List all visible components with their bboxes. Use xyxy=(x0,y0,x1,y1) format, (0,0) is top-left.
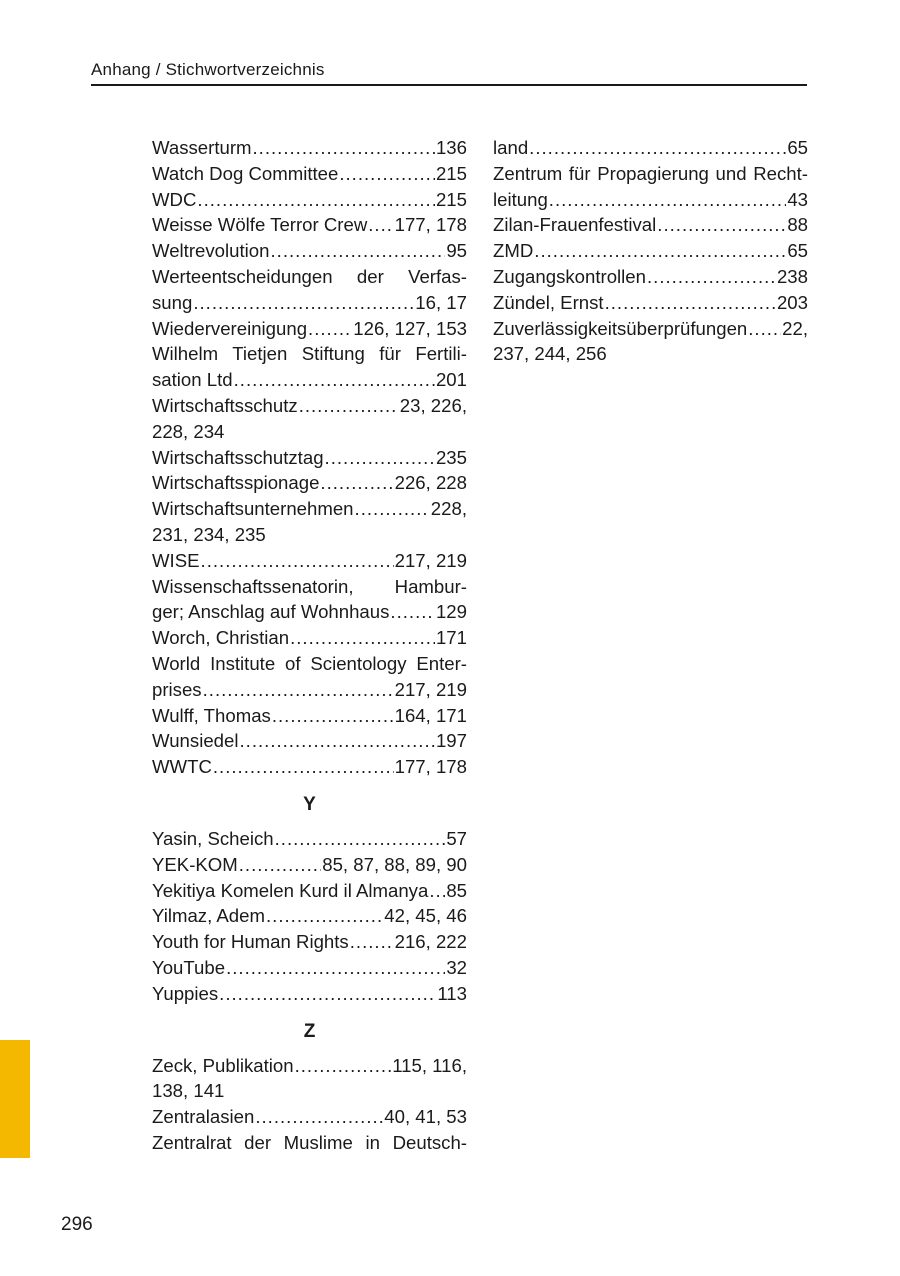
page-references: 215 xyxy=(435,188,467,210)
page-references: 22, xyxy=(782,317,808,339)
index-entry xyxy=(152,852,467,878)
page-references-continued: 237, 244, 256 xyxy=(493,343,607,365)
page-references: 217, 219 xyxy=(394,549,467,571)
dot-leader xyxy=(534,238,786,264)
index-term: Wirtschaftsspionage xyxy=(152,472,320,494)
index-entry xyxy=(152,703,467,729)
index-entry xyxy=(152,393,467,445)
dot-leader xyxy=(368,212,393,238)
dot-leader xyxy=(657,212,786,238)
index-entry-line xyxy=(152,238,467,264)
dot-leader xyxy=(255,1104,383,1130)
page-references: 43 xyxy=(787,188,808,210)
index-term: ZMD xyxy=(493,240,534,262)
index-entry-line xyxy=(493,212,808,238)
dot-leader xyxy=(219,981,436,1007)
page-number: 296 xyxy=(61,1214,93,1235)
index-entry-line xyxy=(152,852,467,878)
index-entry-line xyxy=(152,599,467,625)
index-term: Zilan-Frauenfestival xyxy=(493,214,657,236)
index-term: Weltrevolution xyxy=(152,240,270,262)
index-term-line: World Institute of Scientology Enter- xyxy=(152,652,467,674)
dot-leader xyxy=(201,548,394,574)
index-block-z xyxy=(152,1053,467,1156)
index-term-line: Werteentscheidungen der Verfas- xyxy=(152,265,467,287)
page-references: 32 xyxy=(446,956,467,978)
index-entry-line xyxy=(152,1104,467,1130)
index-term: Wunsiedel xyxy=(152,730,239,752)
index-entry-line xyxy=(493,187,808,213)
page-references: 171 xyxy=(435,627,467,649)
index-term: ger; Anschlag auf Wohnhaus xyxy=(152,601,390,623)
page-references: 177, 178 xyxy=(394,214,467,236)
index-entry xyxy=(493,290,808,316)
index-term: Wasserturm xyxy=(152,137,252,158)
index-entry-line xyxy=(152,393,467,419)
dot-leader xyxy=(213,754,394,780)
page-references: 177, 178 xyxy=(394,756,467,778)
index-entry xyxy=(152,1104,467,1130)
header-rule xyxy=(91,84,807,86)
page-references: 42, 45, 46 xyxy=(384,905,467,927)
section-heading-y: Y xyxy=(303,793,316,815)
dot-leader xyxy=(270,238,445,264)
index-block-y xyxy=(152,826,467,1007)
page-references: 216, 222 xyxy=(394,931,467,953)
index-entry xyxy=(152,496,467,548)
page-references: 164, 171 xyxy=(394,704,467,726)
index-term: land xyxy=(493,137,529,158)
dot-leader xyxy=(193,290,414,316)
index-term: Zeck, Publikation xyxy=(152,1054,294,1076)
index-entry-line xyxy=(152,316,467,342)
index-entry-line xyxy=(152,625,467,651)
dot-leader xyxy=(339,161,435,187)
index-term: Zündel, Ernst xyxy=(493,291,604,313)
dot-leader xyxy=(234,367,435,393)
index-entry xyxy=(152,955,467,981)
index-entry-line xyxy=(152,981,467,1007)
index-entry-line xyxy=(152,728,467,754)
index-term: Youth for Human Rights xyxy=(152,931,349,953)
index-term-line: Wissenschaftssenatorin, Hambur- xyxy=(152,575,467,597)
dot-leader xyxy=(253,135,435,161)
dot-leader xyxy=(325,445,435,471)
index-entry xyxy=(493,161,808,213)
index-entry xyxy=(152,878,467,904)
index-entry-line xyxy=(152,754,467,780)
index-entry xyxy=(152,264,467,316)
index-term-line: Zentralrat der Muslime in Deutsch- xyxy=(152,1131,467,1153)
dot-leader xyxy=(295,1053,392,1079)
dot-leader xyxy=(429,878,445,904)
index-entry xyxy=(152,728,467,754)
index-entry-line xyxy=(152,677,467,703)
dot-leader xyxy=(350,929,394,955)
index-column-right xyxy=(493,135,808,367)
page-references: 85 xyxy=(446,879,467,901)
index-entry xyxy=(152,212,467,238)
page-references: 23, 226, xyxy=(399,394,467,416)
index-entry xyxy=(493,264,808,290)
index-entry xyxy=(152,187,467,213)
page-references: 201 xyxy=(435,369,467,391)
index-entry-line xyxy=(493,290,808,316)
index-term: Zentralasien xyxy=(152,1106,255,1128)
index-entry-line xyxy=(152,548,467,574)
index-entry xyxy=(152,981,467,1007)
dot-leader xyxy=(605,290,776,316)
dot-leader xyxy=(226,955,445,981)
page-references: 57 xyxy=(446,827,467,849)
index-entry-line xyxy=(493,316,808,342)
index-entry xyxy=(152,316,467,342)
index-entry xyxy=(152,754,467,780)
dot-leader xyxy=(272,703,394,729)
index-term: Zuverlässigkeitsüberprüfungen xyxy=(493,317,748,339)
page-references: 88 xyxy=(787,214,808,236)
index-term-line: Zentrum für Propagierung und Recht- xyxy=(493,162,808,184)
index-entry-line xyxy=(152,445,467,471)
page-references: 129 xyxy=(435,601,467,623)
dot-leader xyxy=(275,826,446,852)
index-term: Worch, Christian xyxy=(152,627,290,649)
index-term: Wulff, Thomas xyxy=(152,704,271,726)
index-entry-line xyxy=(152,187,467,213)
page-references: 126, 127, 153 xyxy=(353,317,467,339)
dot-leader xyxy=(647,264,776,290)
page-references: 40, 41, 53 xyxy=(384,1106,467,1128)
index-entry-line xyxy=(152,496,467,522)
index-term: Zugangskontrollen xyxy=(493,265,646,287)
index-entry xyxy=(493,316,808,368)
page-references: 235 xyxy=(435,446,467,468)
index-term: Yuppies xyxy=(152,982,219,1004)
index-entry-line xyxy=(152,1053,467,1079)
page-references: 228, xyxy=(430,498,467,520)
page-references: 197 xyxy=(435,730,467,752)
page-references: 113 xyxy=(437,982,467,1004)
index-entry-line xyxy=(152,703,467,729)
page-references: 217, 219 xyxy=(394,678,467,700)
index-entry-line xyxy=(493,238,808,264)
index-entry xyxy=(152,1053,467,1105)
index-entry-line xyxy=(152,955,467,981)
dot-leader xyxy=(390,599,435,625)
page-references: 65 xyxy=(787,240,808,262)
index-term: leitung xyxy=(493,188,548,210)
index-entry-line xyxy=(152,367,467,393)
page-references: 85, 87, 88, 89, 90 xyxy=(322,853,467,875)
page-references: 203 xyxy=(776,291,808,313)
index-column-left xyxy=(152,135,467,1156)
index-term: YEK-KOM xyxy=(152,853,238,875)
page-references: 226, 228 xyxy=(394,472,467,494)
dot-leader xyxy=(197,187,435,213)
dot-leader xyxy=(529,135,786,161)
dot-leader xyxy=(355,496,430,522)
index-entry-line xyxy=(152,826,467,852)
index-entry xyxy=(152,470,467,496)
page-references-continued: 138, 141 xyxy=(152,1080,225,1102)
dot-leader xyxy=(549,187,787,213)
index-entry xyxy=(152,625,467,651)
page-references-continued: 228, 234 xyxy=(152,420,225,442)
section-thumb-tab xyxy=(0,1040,30,1158)
page-references: 215 xyxy=(435,162,467,184)
index-entry-line xyxy=(493,264,808,290)
index-term: prises xyxy=(152,678,202,700)
index-entry-line xyxy=(152,903,467,929)
dot-leader xyxy=(308,316,352,342)
index-block-w xyxy=(152,135,467,780)
index-entry xyxy=(152,574,467,626)
dot-leader xyxy=(239,728,434,754)
index-entry-line xyxy=(152,161,467,187)
dot-leader xyxy=(320,470,393,496)
dot-leader xyxy=(203,677,394,703)
index-term: Watch Dog Committee xyxy=(152,162,339,184)
index-entry xyxy=(152,1130,467,1156)
index-entry xyxy=(152,651,467,703)
index-entry xyxy=(152,445,467,471)
index-entry-line xyxy=(152,135,467,161)
page-references: 95 xyxy=(446,240,467,262)
index-entry-line xyxy=(152,212,467,238)
index-block-z-continued xyxy=(493,135,808,367)
index-term: Weisse Wölfe Terror Crew xyxy=(152,214,368,236)
index-term: WDC xyxy=(152,188,197,210)
index-entry xyxy=(152,238,467,264)
page-references: 238 xyxy=(776,265,808,287)
index-term: WWTC xyxy=(152,756,212,778)
index-entry xyxy=(493,135,808,161)
index-term: WISE xyxy=(152,549,200,571)
index-entry-line xyxy=(152,929,467,955)
index-term: YouTube xyxy=(152,956,226,978)
index-entry-line xyxy=(493,135,808,161)
page-references: 115, 116, xyxy=(392,1054,467,1076)
index-term: Wirtschaftsschutz xyxy=(152,394,298,416)
dot-leader xyxy=(748,316,781,342)
page-references-continued: 231, 234, 235 xyxy=(152,523,266,545)
dot-leader xyxy=(239,852,321,878)
dot-leader xyxy=(290,625,435,651)
index-term: Yekitiya Komelen Kurd il Almanya xyxy=(152,879,429,901)
index-entry xyxy=(152,341,467,393)
index-term: sung xyxy=(152,291,193,313)
index-term: Yasin, Scheich xyxy=(152,827,274,849)
index-entry xyxy=(152,903,467,929)
index-term: Yilmaz, Adem xyxy=(152,905,265,927)
index-term: Wirtschaftsunternehmen xyxy=(152,498,354,520)
index-entry-line xyxy=(152,290,467,316)
page-references: 16, 17 xyxy=(415,291,467,313)
index-entry xyxy=(152,135,467,161)
index-entry xyxy=(152,929,467,955)
index-term: Wiedervereinigung xyxy=(152,317,308,339)
dot-leader xyxy=(299,393,399,419)
section-heading-z: Z xyxy=(303,1020,316,1042)
index-entry-line xyxy=(152,470,467,496)
index-entry xyxy=(493,212,808,238)
running-header: Anhang / Stichwortverzeichnis xyxy=(91,60,325,79)
index-entry-line xyxy=(152,878,467,904)
index-term: sation Ltd xyxy=(152,369,233,391)
dot-leader xyxy=(266,903,383,929)
page-references: 136 xyxy=(435,137,467,158)
page-references: 65 xyxy=(787,137,808,158)
index-term-line: Wilhelm Tietjen Stiftung für Fertili- xyxy=(152,343,467,365)
index-entry xyxy=(152,548,467,574)
index-entry xyxy=(152,161,467,187)
index-entry xyxy=(493,238,808,264)
index-term: Wirtschaftsschutztag xyxy=(152,446,324,468)
index-entry xyxy=(152,826,467,852)
